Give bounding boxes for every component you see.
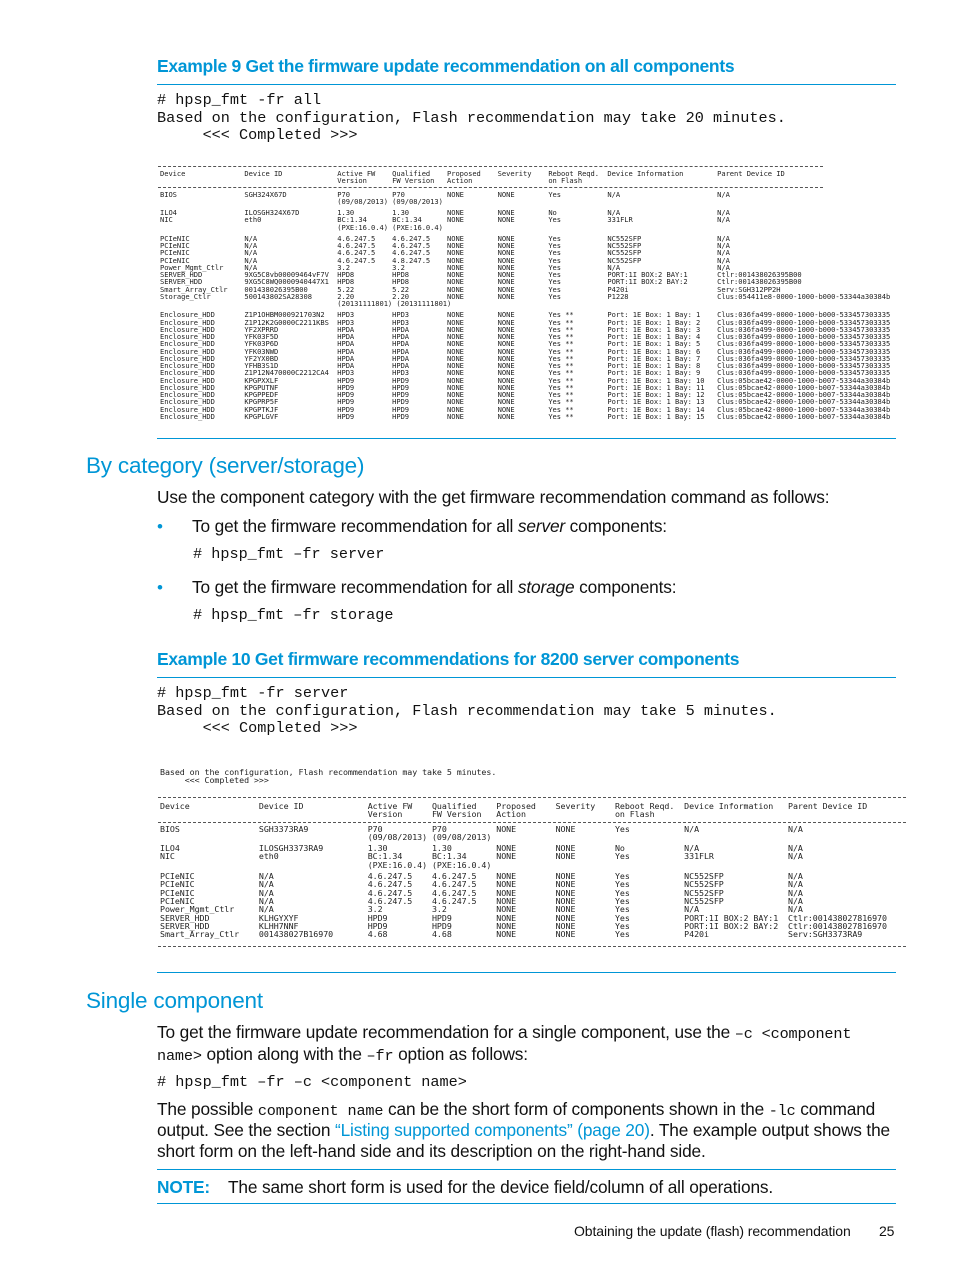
table-row: BIOS SGH3373RA9 P70 P70 NONE NONE Yes N/A N/A <box>160 823 803 834</box>
category-intro: Use the component category with the get firmware recommendation command as follows: <box>157 487 830 507</box>
inline-code: -lc <box>768 1102 796 1120</box>
table-row: Device Device ID Active FW Qualified Proposed Severity Reboot Reqd. Device Information Parent Device ID <box>160 801 868 811</box>
example-10-top-rule <box>157 677 896 678</box>
table-dash-rule <box>158 797 906 798</box>
text: can be the short form of components shown in the <box>383 1099 769 1119</box>
table-row: Enclosure_HDD KPGPTKJF HPD9 HPD9 NONE NONE Yes ** Port: 1E Box: 1 Bay: 14 Clus:05bcae42-0000-1000-b007-53344a30384b <box>160 404 891 414</box>
table-row: Enclosure_HDD Z1P12K2G0000C2211KBS HPD3 HPD3 NONE NONE Yes ** Port: 1E Box: 1 Bay: 2 Clus:036fa499-0000-1000-b000-533457303335 <box>160 317 891 327</box>
text: output. See the section <box>157 1120 335 1140</box>
text: To get the firmware update recommendation for a single component, use the <box>157 1022 735 1042</box>
emphasis: storage <box>517 577 575 597</box>
server-command: # hpsp_fmt –fr server <box>193 545 385 563</box>
example-9-code <box>157 92 786 145</box>
table-row: NIC eth0 BC:1.34 BC:1.34 NONE NONE Yes 331FLR N/A <box>160 215 730 225</box>
note-top-rule <box>157 1169 896 1170</box>
bullet-storage-text <box>192 577 676 599</box>
footer-title: Obtaining the update (flash) recommendation <box>574 1223 851 1239</box>
bullet-icon: • <box>157 578 163 597</box>
single-para2-line2 <box>157 1120 890 1142</box>
code-line: Based on the configuration, Flash recommendation may take 5 minutes. <box>157 701 777 720</box>
output-line: <<< Completed >>> <box>160 775 269 786</box>
table-row: SERVER_HDD 9XG5C8WQ0000940447X1 HPD8 HPD8 NONE NONE Yes PORT:1I BOX:2 BAY:2 Ctlr:001438026395B00 <box>160 277 802 287</box>
table-row: ILO4 ILOSGH324X67D 1.30 1.30 NONE NONE No N/A N/A <box>160 208 730 217</box>
table-row: Power_Mgmt_Ctlr N/A 3.2 3.2 NONE NONE Yes N/A N/A <box>160 904 803 915</box>
note-text: The same short form is used for the device field/column of all operations. <box>228 1177 774 1197</box>
single-para-line1 <box>157 1022 851 1046</box>
text: components: <box>574 577 677 597</box>
table-dash-rule <box>158 166 823 167</box>
table-row: Version FW Version Action on Flash <box>160 176 583 186</box>
text: command <box>795 1099 876 1119</box>
table-row: Enclosure_HDD YFK03NWD HPDA HPDA NONE NONE Yes ** Port: 1E Box: 1 Bay: 6 Clus:036fa499-0000-1000-b000-533457303335 <box>160 346 891 356</box>
table-row: Enclosure_HDD YFK03F5D HPDA HPDA NONE NONE Yes ** Port: 1E Box: 1 Bay: 4 Clus:036fa499-0000-1000-b000-533457303335 <box>160 332 891 341</box>
single-command: # hpsp_fmt –fr –c <component name> <box>157 1073 467 1091</box>
table-row: Smart_Array_Ctlr 001438026395B00 5.22 5.22 NONE NONE Yes P420i Serv:SGH312PP2H <box>160 284 781 294</box>
table-row: Enclosure_HDD Z1P1OHBM000921703N2 HPD3 HPD3 NONE NONE Yes ** Port: 1E Box: 1 Bay: 1 Clus:036fa499-0000-1000-b000-533457303335 <box>160 310 891 320</box>
storage-command: # hpsp_fmt –fr storage <box>193 606 394 624</box>
table-dash-rule <box>158 946 906 947</box>
table-row: PCIeNIC N/A 4.6.247.5 4.6.247.5 NONE NONE Yes NC552SFP N/A <box>160 887 803 898</box>
note <box>157 1177 774 1199</box>
table-row: ILO4 ILOSGH3373RA9 1.30 1.30 NONE NONE No N/A N/A <box>160 843 803 854</box>
table-row: PCIeNIC N/A 4.6.247.5 4.6.247.5 NONE NONE Yes NC552SFP N/A <box>160 895 803 906</box>
code-line: <<< Completed >>> <box>157 719 358 737</box>
table-row: (PXE:16.0.4) (PXE:16.0.4) <box>160 222 443 232</box>
table-row: Enclosure_HDD KPGPRP5F HPD9 HPD9 NONE NONE Yes ** Port: 1E Box: 1 Bay: 13 Clus:05bcae42-0000-1000-b007-53344a30384b <box>160 397 891 407</box>
table-row: BIOS SGH324X67D P70 P70 NONE NONE Yes N/A N/A <box>160 189 730 199</box>
table-row: Version FW Version Action on Flash <box>160 809 655 820</box>
table-row: Device Device ID Active FW Qualified Proposed Severity Reboot Reqd. Device Information Parent Device ID <box>160 169 785 178</box>
section-heading-single: Single component <box>86 988 263 1013</box>
table-row: Storage_Ctlr 500143802SA28308 2.20 2.20 NONE NONE Yes P1228 Clus:054411e8-0000-1000-b000-53344a30384b <box>160 291 891 301</box>
table-row: SERVER_HDD 9XG5C8vb00009464vF7V HPD8 HPD8 NONE NONE Yes PORT:1I BOX:2 BAY:1 Ctlr:001438026395B00 <box>160 270 802 279</box>
table-row: PCIeNIC N/A 4.6.247.5 4.6.247.5 NONE NONE Yes NC552SFP N/A <box>160 241 730 250</box>
single-para2-line1 <box>157 1099 875 1123</box>
text: To get the firmware recommendation for all <box>192 516 518 536</box>
text: . The example output shows the <box>649 1120 890 1140</box>
code-line: # hpsp_fmt -fr all <box>157 91 322 109</box>
table-row: SERVER_HDD KLHGYXYF HPD9 HPD9 NONE NONE Yes PORT:1I BOX:2 BAY:1 Ctlr:001438027816970 <box>160 912 887 923</box>
table-row: (09/08/2013) (09/08/2013) <box>160 196 443 206</box>
example-9-output-table <box>160 170 890 420</box>
text: To get the firmware recommendation for all <box>192 577 518 597</box>
code-line: Based on the configuration, Flash recommendation may take 20 minutes. <box>157 108 786 127</box>
single-para2-line3: short form on the left-hand side and its description on the right-hand side. <box>157 1141 706 1161</box>
table-row: SERVER_HDD KLHH7NNF HPD9 HPD9 NONE NONE Yes PORT:1I BOX:2 BAY:2 Ctlr:001438027816970 <box>160 920 887 931</box>
bullet-server <box>157 516 667 538</box>
example-9-top-rule <box>157 84 896 85</box>
inline-code: component name <box>257 1102 384 1120</box>
table-dash-rule <box>158 822 906 823</box>
example-10-title: Example 10 Get firmware recommendations for 8200 server components <box>157 649 740 669</box>
table-dash-rule <box>158 187 823 188</box>
section-heading-category: By category (server/storage) <box>86 453 365 478</box>
table-row: PCIeNIC N/A 4.6.247.5 4.6.247.5 NONE NONE Yes NC552SFP N/A <box>160 233 730 243</box>
text: components: <box>565 516 667 536</box>
output-line: Based on the configuration, Flash recommendation may take 5 minutes. <box>160 767 497 777</box>
table-row: Enclosure_HDD YFK03P6D HPDA HPDA NONE NONE Yes ** Port: 1E Box: 1 Bay: 5 Clus:036fa499-0000-1000-b000-533457303335 <box>160 339 891 349</box>
text: option as follows: <box>393 1044 528 1064</box>
note-label: NOTE: <box>157 1177 211 1197</box>
table-row: PCIeNIC N/A 4.6.247.5 4.6.247.5 NONE NONE Yes NC552SFP N/A <box>160 248 730 258</box>
example-9-bottom-rule <box>157 438 896 439</box>
emphasis: server <box>517 516 566 536</box>
table-row: Enclosure_HDD KPGPPEDF HPD9 HPD9 NONE NONE Yes ** Port: 1E Box: 1 Bay: 12 Clus:05bcae42-0000-1000-b007-53344a30384b <box>160 390 891 399</box>
inline-code: name> <box>157 1047 202 1065</box>
table-row: Enclosure_HDD KPGPLGVF HPD9 HPD9 NONE NONE Yes ** Port: 1E Box: 1 Bay: 15 Clus:05bcae42-0000-1000-b007-53344a30384b <box>160 411 891 421</box>
single-para-line2 <box>157 1044 528 1068</box>
page-number: 25 <box>879 1223 895 1239</box>
inline-code: –fr <box>366 1047 394 1065</box>
example-10-bottom-rule <box>157 972 896 973</box>
bullet-server-text <box>192 516 667 538</box>
table-row: Smart_Array_Ctlr 001438027B16970 4.68 4.68 NONE NONE Yes P420i Serv:SGH3373RA9 <box>160 929 863 940</box>
table-row: (20131111801) (20131111801) <box>160 299 452 308</box>
example-9-title: Example 9 Get the firmware update recommendation on all components <box>157 56 735 76</box>
table-row: Enclosure_HDD YF2XPRRD HPDA HPDA NONE NONE Yes ** Port: 1E Box: 1 Bay: 3 Clus:036fa499-0000-1000-b000-533457303335 <box>160 324 891 334</box>
table-row: PCIeNIC N/A 4.6.247.5 4.6.247.5 NONE NONE Yes NC552SFP N/A <box>160 871 803 882</box>
inline-code: –c <component <box>734 1025 852 1043</box>
bullet-icon: • <box>157 517 163 536</box>
table-row: (PXE:16.0.4) (PXE:16.0.4) <box>160 859 492 870</box>
code-line: # hpsp_fmt -fr server <box>157 684 349 702</box>
example-10-code <box>157 685 777 738</box>
code-line: <<< Completed >>> <box>157 126 358 144</box>
table-row: PCIeNIC N/A 4.6.247.5 4.6.247.5 NONE NONE Yes NC552SFP N/A <box>160 879 803 890</box>
table-row: Enclosure_HDD YFHB3S1D HPDA HPDA NONE NONE Yes ** Port: 1E Box: 1 Bay: 8 Clus:036fa499-0000-1000-b000-533457303335 <box>160 361 891 370</box>
table-row: NIC eth0 BC:1.34 BC:1.34 NONE NONE Yes 331FLR N/A <box>160 851 803 862</box>
listing-components-link[interactable]: “Listing supported components” (page 20) <box>334 1120 650 1140</box>
text: option along with the <box>201 1044 367 1064</box>
table-row: Enclosure_HDD KPGPUTNF HPD9 HPD9 NONE NONE Yes ** Port: 1E Box: 1 Bay: 11 Clus:05bcae42-0000-1000-b007-53344a30384b <box>160 382 891 392</box>
table-row: (09/08/2013) (09/08/2013) <box>160 831 492 842</box>
note-bottom-rule <box>157 1203 896 1204</box>
table-row: Enclosure_HDD KPGPXXLF HPD9 HPD9 NONE NONE Yes ** Port: 1E Box: 1 Bay: 10 Clus:05bcae42-0000-1000-b007-53344a30384b <box>160 375 891 385</box>
table-row: Enclosure_HDD YF2YX0BD HPDA HPDA NONE NONE Yes ** Port: 1E Box: 1 Bay: 7 Clus:036fa499-0000-1000-b000-533457303335 <box>160 353 891 363</box>
table-row: Enclosure_HDD Z1P12N470000C2212CA4 HPD3 HPD3 NONE NONE Yes ** Port: 1E Box: 1 Bay: 9 Clus:036fa499-0000-1000-b000-533457303335 <box>160 368 891 378</box>
table-row: Power_Mgmt_Ctlr N/A 3.2 3.2 NONE NONE Yes N/A N/A <box>160 262 730 272</box>
table-row: PCIeNIC N/A 4.6.247.5 4.8.247.5 NONE NONE Yes NC552SFP N/A <box>160 255 730 265</box>
text: The possible <box>157 1099 258 1119</box>
example-10-output-header <box>160 768 496 785</box>
bullet-storage <box>157 577 677 599</box>
